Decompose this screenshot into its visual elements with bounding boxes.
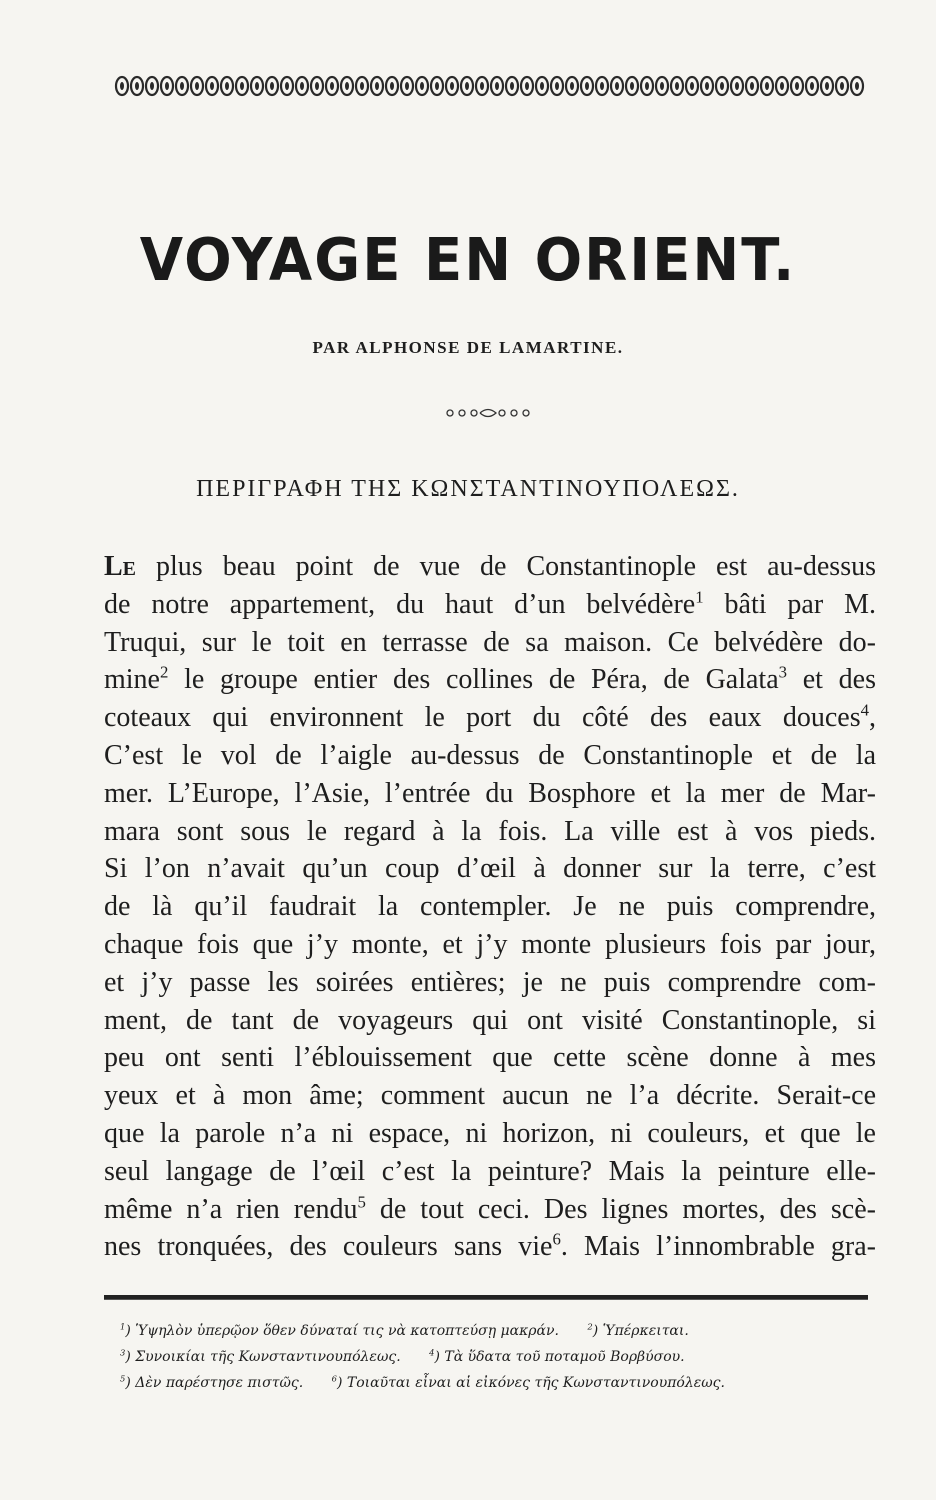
footnote-4: Τὰ ὕδατα τοῦ ποταμοῦ Βορβύσου. <box>444 1349 685 1365</box>
ornament-dot <box>810 82 814 90</box>
footnote-3: Συνοικίαι τῆς Κωνσταντινουπόλεως. <box>135 1349 401 1365</box>
ornament-dot <box>405 82 409 90</box>
ornament-dot <box>795 82 799 90</box>
text-line: et j’y passe les soirées entières; je ne puis comprendre com- <box>104 966 876 998</box>
footnote-ref: 4 <box>860 700 869 720</box>
ornament-dot <box>240 82 244 90</box>
ornament-dot <box>120 82 124 90</box>
text-line: C’est le vol de l’aigle au-dessus de Constantinople et de la <box>104 739 876 771</box>
ornament-dot <box>780 82 784 90</box>
ornament-dot <box>285 82 289 90</box>
ornament-dot <box>645 82 649 90</box>
ornament-dot <box>270 82 274 90</box>
ornament-dot <box>585 82 589 90</box>
text-line: Truqui, sur le toit en terrasse de sa maison. Ce belvédère do- <box>104 626 876 658</box>
ornament-dot <box>735 82 739 90</box>
ornament-dot <box>450 82 454 90</box>
ornament-dot <box>225 82 229 90</box>
text-line: peu ont senti l’éblouissement que cette scène donne à mes <box>104 1042 876 1074</box>
ornament-dot <box>825 82 829 90</box>
footnote-ref: 5 <box>357 1192 366 1212</box>
ornament-dot <box>210 82 214 90</box>
greek-section-title: ΠΕΡΙΓΡΑΦΗ ΤΗΣ ΚΩΝΣΤΑΝΤΙΝΟΥΠΟΛΕΩΣ. <box>196 476 740 502</box>
text-line: mara sont sous le regard à la fois. La ville est à vos pieds. <box>104 815 876 847</box>
ornament-dot <box>135 82 139 90</box>
text-line: nes tronquées, des couleurs sans vie$^6$. Mais l’innombrable gra- <box>104 1230 876 1263</box>
text-line: mer. L’Europe, l’Asie, l’entrée du Bosphore et la mer de Mar- <box>104 777 876 809</box>
decorative-border-ornament <box>112 68 868 104</box>
ornament-dot <box>750 82 754 90</box>
ornament-dot <box>600 82 604 90</box>
ornament-dot <box>420 82 424 90</box>
footnote-6: Τοιαῦται εἶναι αἱ εἰκόνες τῆς Κωνσταντινουπόλεως. <box>346 1375 725 1391</box>
text-line: yeux et à mon âme; comment aucun ne l’a décrite. Serait-ce <box>104 1080 876 1112</box>
ornament-dot <box>705 82 709 90</box>
footnote-ref: 3 <box>778 663 788 683</box>
ornament-dot <box>255 82 259 90</box>
ornament-dot <box>315 82 319 90</box>
ornament-dot <box>390 82 394 90</box>
text-line: Le plus beau point de vue de Constantinople est au-dessus <box>104 551 876 582</box>
ornament-dot <box>150 82 154 90</box>
ornament-dot <box>540 82 544 90</box>
footnote-ref: 6 <box>552 1230 561 1250</box>
ornament-dot <box>345 82 349 90</box>
text-line: mine$^2$ le groupe entier des collines de Péra, de Galata$^3$ et des <box>104 663 876 696</box>
ornament-dot <box>375 82 379 90</box>
text-line: seul langage de l’œil c’est la peinture? Mais la peinture elle- <box>104 1155 876 1187</box>
text-line: de là qu’il faudrait la contempler. Je ne puis comprendre, <box>104 891 876 923</box>
ornament-dot <box>690 82 694 90</box>
footnote-5: Δὲν παρέστησε πιστῶς. <box>135 1375 304 1391</box>
ornament-dot <box>660 82 664 90</box>
ornament-dot <box>300 82 304 90</box>
ornament-dot <box>195 82 199 90</box>
ornament-dot <box>555 82 559 90</box>
text-line: coteaux qui environnent le port du côté des eaux douces$^4$, <box>104 700 876 734</box>
page-title: VOYAGE EN ORIENT. <box>139 226 797 295</box>
body-paragraph <box>104 548 876 1266</box>
ornament-dot <box>855 82 859 90</box>
footnote-rule <box>104 1295 868 1300</box>
ornament-dot <box>630 82 634 90</box>
text-line: de notre appartement, du haut d’un belvédère$^1$ bâti par M. <box>104 587 876 620</box>
footnote-1: Ὑψηλὸν ὑπερῷον ὅθεν δύναταί τις νὰ κατοπτεύσῃ μακράν. <box>135 1323 559 1339</box>
footnote-ref: 2 <box>160 663 169 683</box>
ornament-dot <box>465 82 469 90</box>
footnote-line: $^5$) Δὲν παρέστησε πιστῶς. $^6$) Τοιαῦται εἶναι αἱ εἰκόνες τῆς Κωνσταντινουπόλεως. <box>120 1373 725 1391</box>
footnotes <box>120 1318 860 1396</box>
ornament-dot <box>720 82 724 90</box>
author-byline: PAR ALPHONSE DE LAMARTINE. <box>312 338 624 357</box>
ornament-dot <box>330 82 334 90</box>
ornament-dot <box>495 82 499 90</box>
footnote-ref: 1 <box>695 587 704 607</box>
ornament-dot <box>570 82 574 90</box>
ornament-dot <box>435 82 439 90</box>
ornament-dot <box>165 82 169 90</box>
text-line: chaque fois que j’y monte, et j’y monte plusieurs fois par jour, <box>104 928 876 960</box>
ornament-dot <box>840 82 844 90</box>
ornamental-divider <box>440 406 536 420</box>
text-line: même n’a rien rendu$^5$ de tout ceci. Des lignes mortes, des scè- <box>104 1192 876 1225</box>
footnote-2: Ὑπέρκειται. <box>602 1323 689 1339</box>
footnote-line: $^1$) Ὑψηλὸν ὑπερῷον ὅθεν δύναταί τις νὰ κατοπτεύσῃ μακράν. $^2$) Ὑπέρκειται. <box>120 1321 689 1339</box>
footnote-line: $^3$) Συνοικίαι τῆς Κωνσταντινουπόλεως. $^4$) Τὰ ὕδατα τοῦ ποταμοῦ Βορβύσου. <box>120 1347 685 1365</box>
drop-cap: Le <box>104 551 137 582</box>
ornament-dot <box>615 82 619 90</box>
ornament-dot <box>525 82 529 90</box>
ornament-dot <box>480 82 484 90</box>
ornament-dot <box>510 82 514 90</box>
text-line: que la parole n’a ni espace, ni horizon, ni couleurs, et que le <box>104 1117 876 1149</box>
ornament-dot <box>765 82 769 90</box>
text-line: ment, de tant de voyageurs qui ont visité Constantinople, si <box>104 1004 876 1036</box>
ornament-dot <box>180 82 184 90</box>
ornament-dot <box>675 82 679 90</box>
ornament-dot <box>360 82 364 90</box>
text-line: Si l’on n’avait qu’un coup d’œil à donner sur la terre, c’est <box>104 853 876 885</box>
